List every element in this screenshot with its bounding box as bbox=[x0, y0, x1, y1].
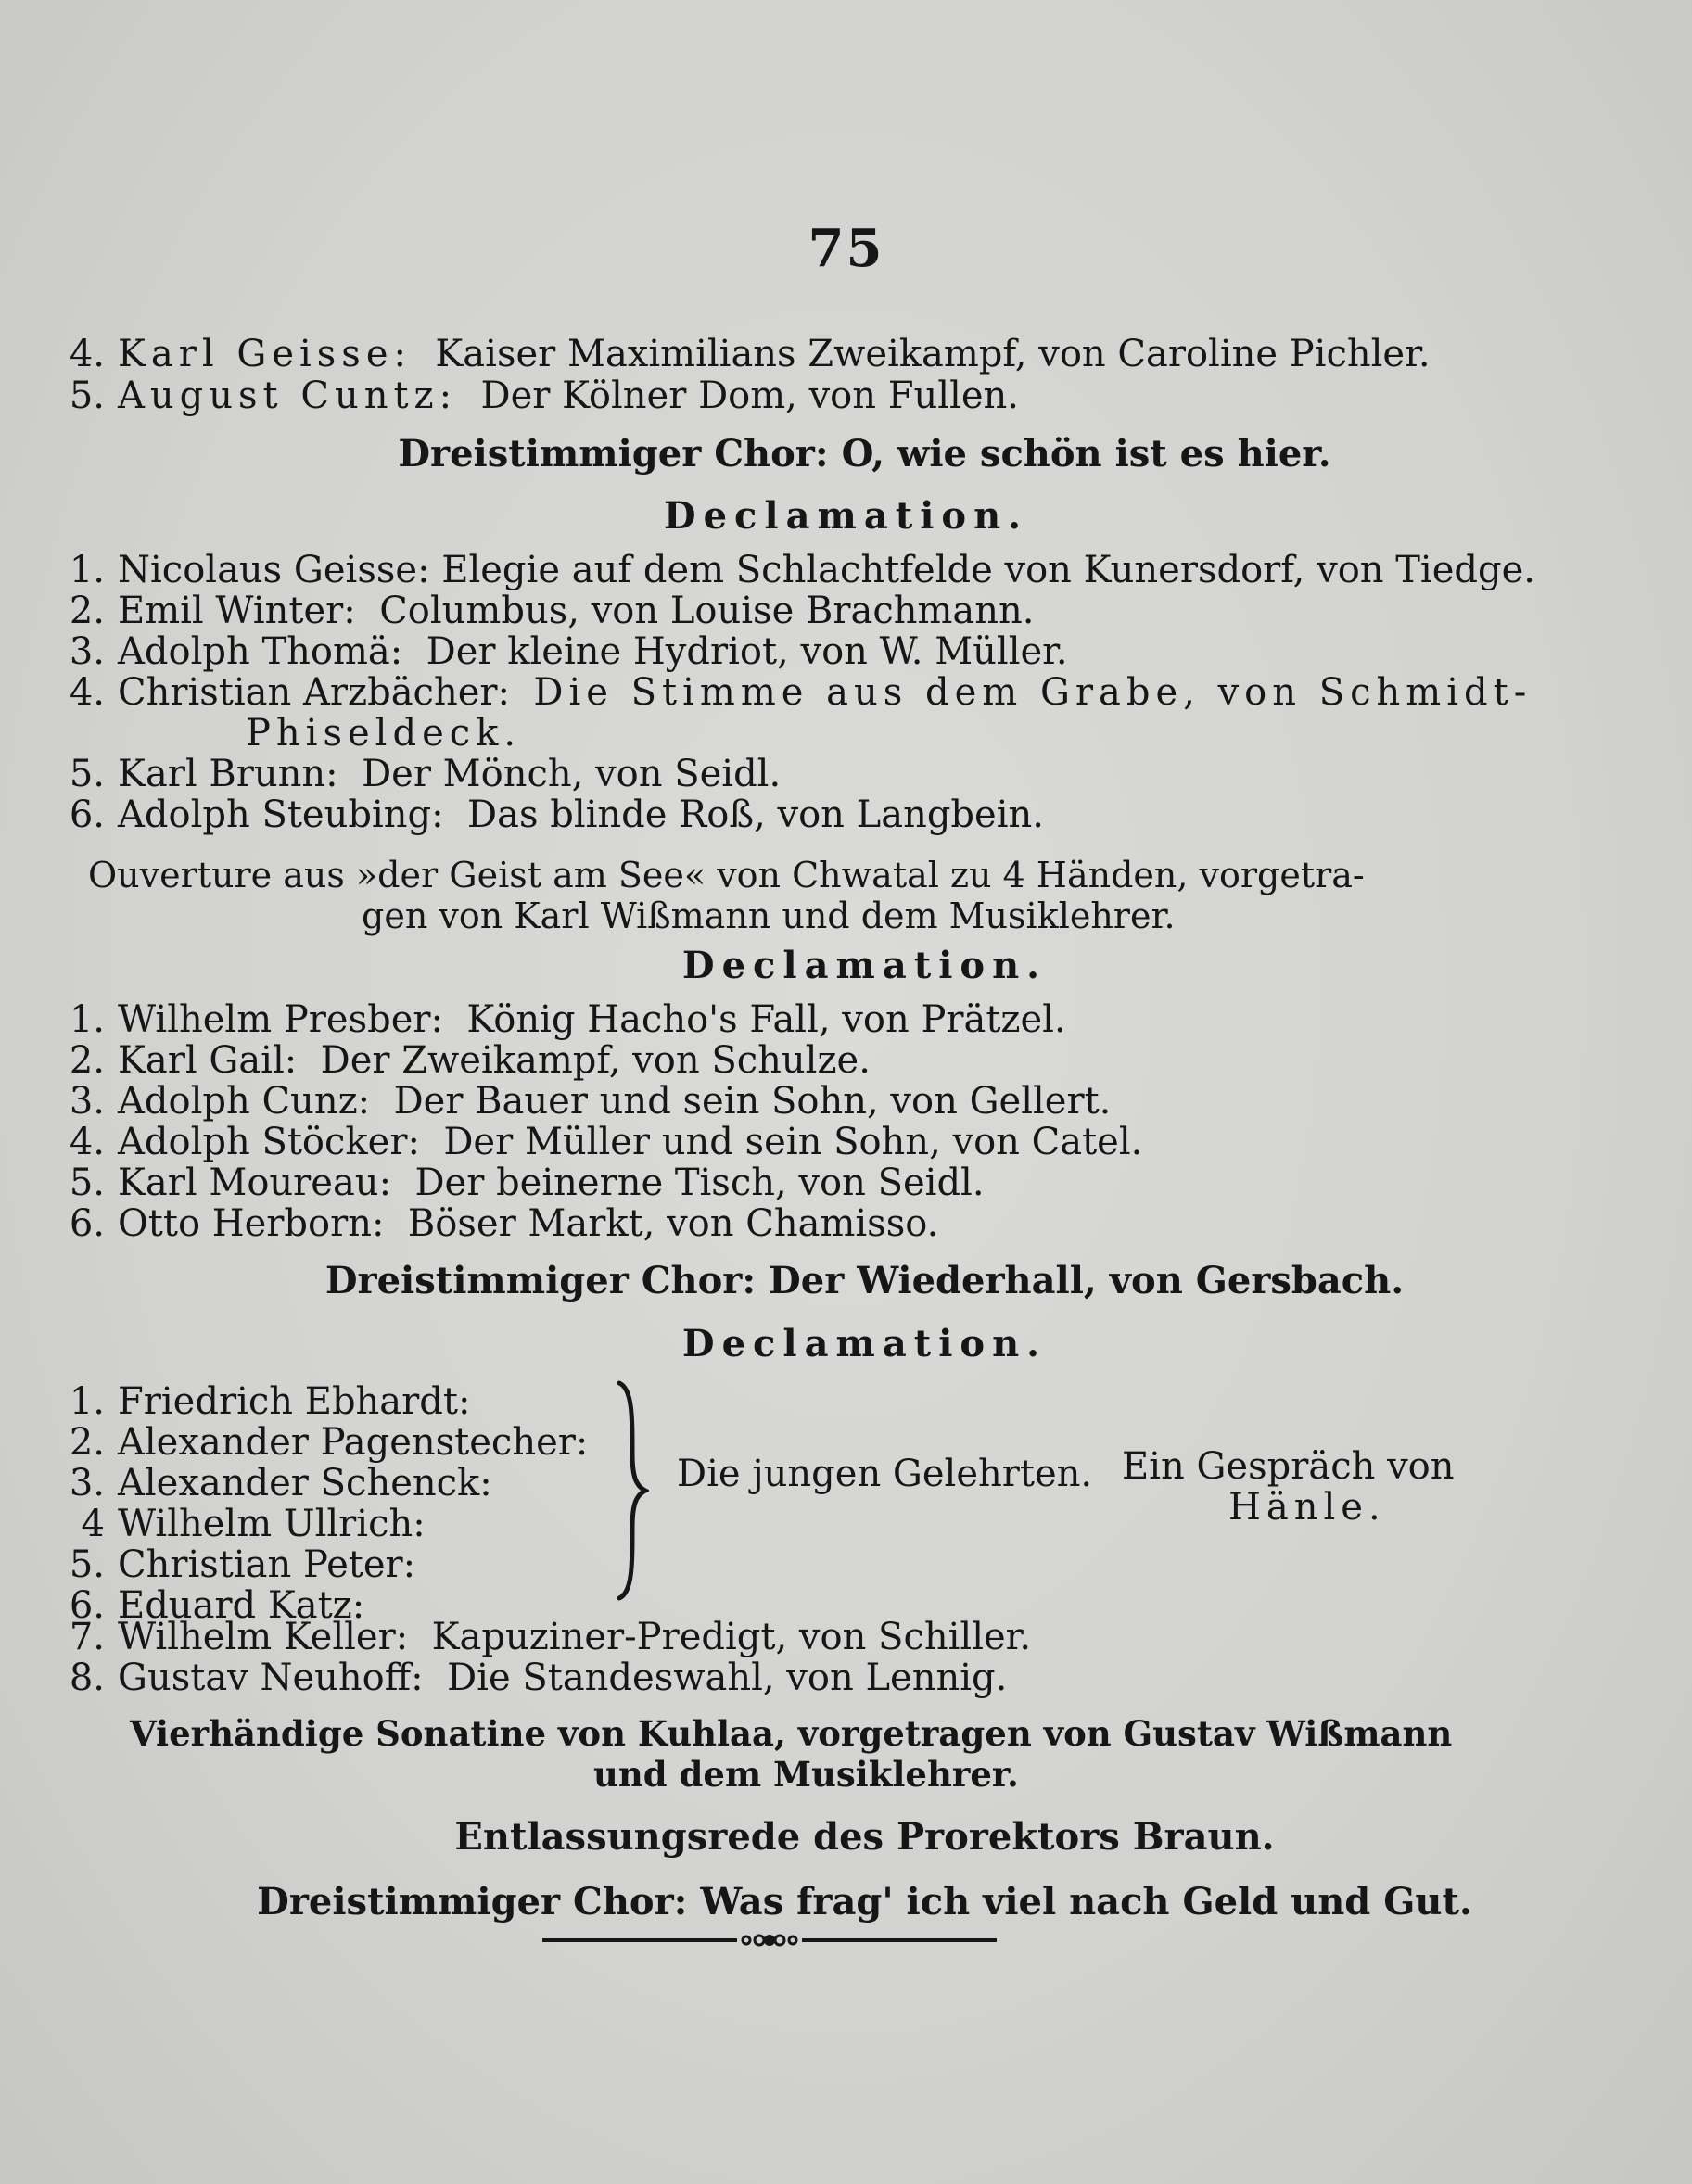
sonatine-line: Vierhändige Sonatine von Kuhlaa, vorgetragen von Gustav Wißmann bbox=[130, 1713, 1453, 1754]
program-line: 5. Karl Moureau: Der beinerne Tisch, von Seidl. bbox=[69, 1162, 985, 1204]
chor-heading: Dreistimmiger Chor: Was frag' ich viel nach Geld und Gut. bbox=[257, 1880, 1472, 1924]
program-line: 2. Alexander Pagenstecher: bbox=[69, 1421, 589, 1464]
program-line: 2. Karl Gail: Der Zweikampf, von Schulze. bbox=[69, 1039, 871, 1082]
program-line: 1. Nicolaus Geisse: Elegie auf dem Schlachtfelde von Kunersdorf, von Tiedge. bbox=[69, 549, 1535, 591]
section-heading: Declamation. bbox=[681, 1322, 1048, 1365]
program-line: 1. Wilhelm Presber: König Hacho's Fall, von Prätzel. bbox=[69, 998, 1066, 1041]
page-number: 75 bbox=[808, 218, 884, 279]
sonatine-line: und dem Musiklehrer. bbox=[593, 1754, 1019, 1795]
entlassung-line: Entlassungsrede des Prorektors Braun. bbox=[454, 1815, 1275, 1859]
program-line: Phiseldeck. bbox=[246, 712, 522, 755]
program-line: 1. Friedrich Ebhardt: bbox=[69, 1380, 471, 1423]
program-line: 6. Adolph Steubing: Das blinde Roß, von Langbein. bbox=[69, 794, 1044, 836]
program-line: 5. Karl Brunn: Der Mönch, von Seidl. bbox=[69, 753, 782, 795]
chor-heading: Dreistimmiger Chor: Der Wiederhall, von Gersbach. bbox=[324, 1259, 1405, 1302]
section-heading: Declamation. bbox=[663, 494, 1029, 538]
program-line: 5. August Cuntz: Der Kölner Dom, von Fullen. bbox=[69, 375, 1019, 417]
ouverture-line: gen von Karl Wißmann und dem Musiklehrer. bbox=[362, 895, 1176, 936]
ouverture-line: Ouverture aus »der Geist am See« von Chwatal zu 4 Händen, vorgetra- bbox=[88, 855, 1365, 895]
ornament-divider-icon bbox=[542, 1926, 997, 1954]
program-line: 4 Wilhelm Ullrich: bbox=[81, 1503, 426, 1545]
program-line: 4. Karl Geisse: Kaiser Maximilians Zweikampf, von Caroline Pichler. bbox=[69, 333, 1431, 375]
program-line: 2. Emil Winter: Columbus, von Louise Brachmann. bbox=[69, 590, 1035, 632]
program-line: 3. Adolph Thomä: Der kleine Hydriot, von W. Müller. bbox=[69, 630, 1068, 673]
program-line: 3. Adolph Cunz: Der Bauer und sein Sohn, von Gellert. bbox=[69, 1080, 1112, 1123]
program-line: 8. Gustav Neuhoff: Die Standeswahl, von Lennig. bbox=[69, 1657, 1008, 1699]
program-line: 4. Adolph Stöcker: Der Müller und sein Sohn, von Catel. bbox=[69, 1121, 1143, 1163]
group-piece-desc: Ein Gespräch von bbox=[1122, 1445, 1455, 1488]
program-line: 6. Eduard Katz: bbox=[69, 1584, 365, 1627]
program-line: 4. Christian Arzbächer: Die Stimme aus dem Grabe, von Schmidt- bbox=[69, 671, 1533, 714]
program-line: 6. Otto Herborn: Böser Markt, von Chamisso. bbox=[69, 1202, 939, 1245]
chor-heading: Dreistimmiger Chor: O, wie schön ist es hier. bbox=[398, 432, 1331, 476]
curly-brace-icon bbox=[612, 1379, 649, 1602]
section-heading: Declamation. bbox=[681, 944, 1048, 987]
group-piece-author: Hänle. bbox=[1228, 1486, 1386, 1529]
program-line: 3. Alexander Schenck: bbox=[69, 1462, 492, 1505]
program-line: 5. Christian Peter: bbox=[69, 1543, 416, 1586]
group-piece-title: Die jungen Gelehrten. bbox=[677, 1453, 1093, 1495]
program-line: 7. Wilhelm Keller: Kapuziner-Predigt, von Schiller. bbox=[69, 1616, 1032, 1658]
